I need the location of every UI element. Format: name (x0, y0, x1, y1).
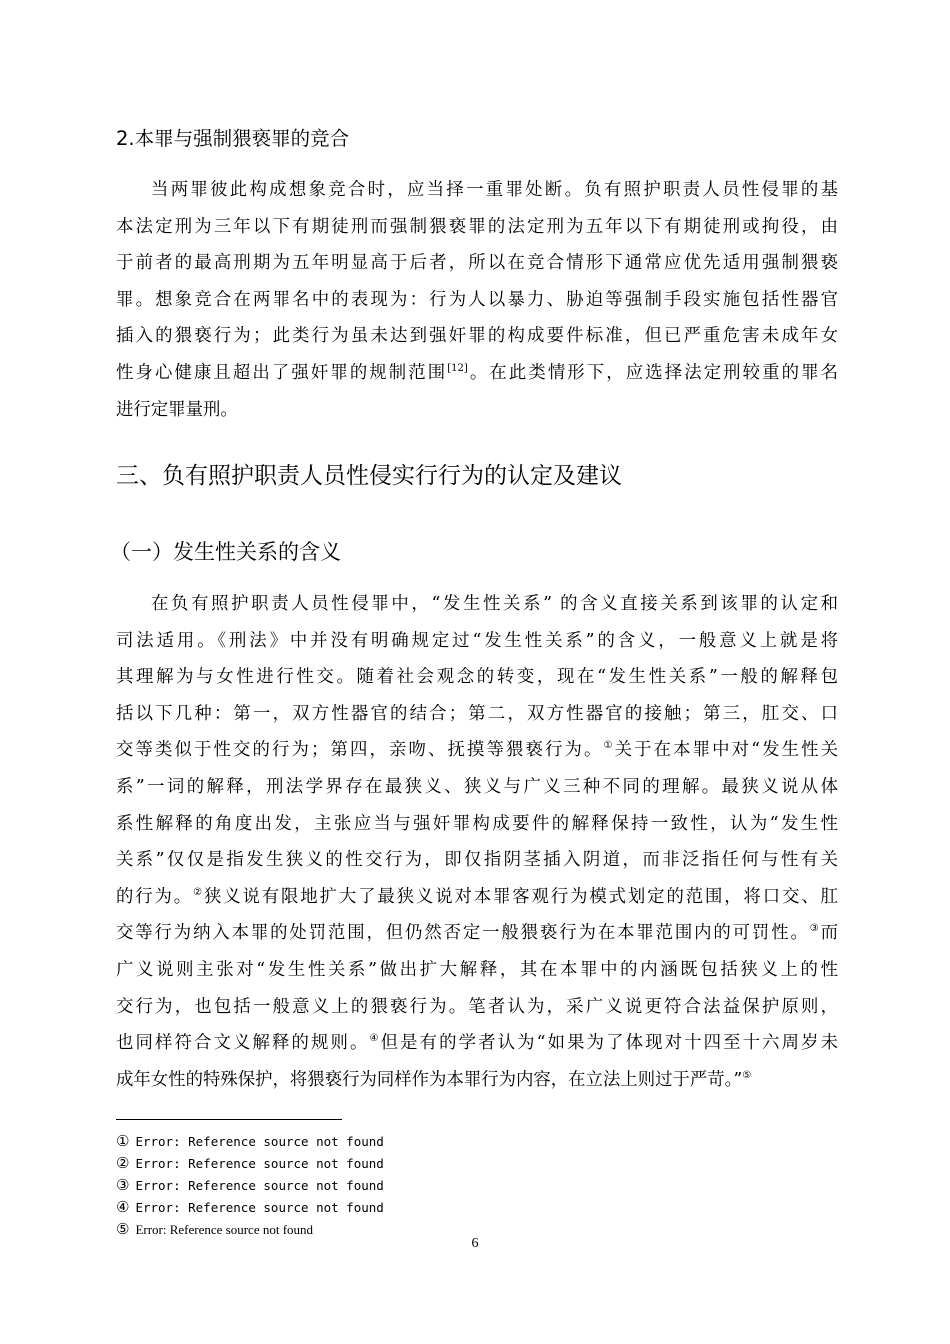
text-line: 当两罪彼此构成想象竞合时，应当择一重罪处断。负有照护职责人员性侵罪的基 (151, 180, 838, 200)
paragraph-competition (116, 172, 838, 428)
citation-marker[interactable]: ① (603, 740, 615, 752)
text-segment: 性身心健康且超出了强奸罪的规制范围 (116, 362, 448, 383)
section-heading: 三、负有照护职责人员性侵实行行为的认定及建议 (116, 463, 622, 489)
text-line: 于前者的最高刑期为五年明显高于后者，所以在竞合情形下通常应优先适用强制猥亵 (116, 253, 838, 274)
footnote-text: Error: Reference source not found (135, 1134, 384, 1149)
footnote-number: ④ (116, 1198, 130, 1216)
footnote-number: ⑤ (116, 1220, 130, 1238)
footnote-text: Error: Reference source not found (135, 1200, 384, 1215)
text-segment: 也同样符合文义解释的规则。 (116, 1033, 370, 1054)
text-line: 交行为，也包括一般意义上的猥亵行为。笔者认为，采广义说更符合法益保护原则， (116, 996, 838, 1017)
citation-marker[interactable]: [12] (447, 363, 468, 375)
page-number: 6 (471, 1236, 479, 1251)
footnote-text: Error: Reference source not found (135, 1178, 384, 1193)
footnote-text: Error: Reference source not found (135, 1222, 314, 1237)
text-line: 进行定罪量刑。 (116, 399, 238, 420)
text-segment: 关于在本罪中对“发生性关 (614, 740, 838, 761)
text-line: 插入的猥亵行为；此类行为虽未达到强奸罪的构成要件标准，但已严重危害未成年女 (116, 326, 838, 347)
citation-marker[interactable]: ⑤ (742, 1069, 752, 1081)
text-line: 括以下几种：第一，双方性器官的结合；第二，双方性器官的接触；第三，肛交、口 (116, 703, 838, 724)
text-line (116, 732, 838, 769)
footnote-number: ① (116, 1132, 130, 1150)
text-line (116, 1025, 838, 1062)
footnote-item (116, 1196, 384, 1219)
text-line: 系性解释的角度出发，主张应当与强奸罪构成要件的解释保持一致性，认为“发生性 (116, 813, 838, 834)
text-line: 其理解为与女性进行性交。随着社会观念的转变，现在“发生性关系”一般的解释包 (116, 667, 838, 688)
citation-marker[interactable]: ② (193, 886, 204, 898)
text-segment: 交等行为纳入本罪的处罚范围，但仍然否定一般猥亵行为在本罪范围内的可罚性。 (116, 923, 810, 944)
subsection-heading: 2.本罪与强制猥亵罪的竞合 (116, 127, 350, 150)
text-line: 关系”仅仅是指发生狭义的性交行为，即仅指阴茎插入阴道，而非泛指任何与性有关 (116, 850, 838, 871)
text-line: 在负有照护职责人员性侵罪中，“发生性关系” 的含义直接关系到该罪的认定和 (151, 594, 838, 614)
footnote-number: ② (116, 1154, 130, 1172)
text-segment: 的行为。 (116, 886, 194, 907)
footnote-item (116, 1174, 384, 1197)
text-segment: 。在此类情形下，应选择法定刑较重的罪名 (467, 362, 838, 383)
footnote-item (116, 1152, 384, 1175)
citation-marker[interactable]: ③ (809, 923, 821, 935)
text-segment: 交等类似于性交的行为；第四，亲吻、抚摸等猥亵行为。 (116, 740, 604, 761)
text-segment: 但是有的学者认为“如果为了体现对十四至十六周岁未 (380, 1033, 838, 1054)
text-line: 司法适用。《刑法》中并没有明确规定过“发生性关系”的含义，一般意义上就是将 (116, 630, 838, 651)
text-segment: 而 (820, 923, 838, 944)
text-line: 广义说则主张对“发生性关系”做出扩大解释，其在本罪中的内涵既包括狭义上的性 (116, 959, 838, 980)
text-segment: 狭义说有限地扩大了最狭义说对本罪客观行为模式划定的范围，将口交、肛 (203, 886, 838, 907)
text-segment: 成年女性的特殊保护，将猥亵行为同样作为本罪行为内容，在立法上则过于严苛。” (116, 1069, 743, 1090)
footnote-separator (116, 1119, 342, 1120)
subsection-title: （一）发生性关系的含义 (110, 540, 341, 564)
text-line: 系”一词的解释，刑法学界存在最狭义、狭义与广义三种不同的理解。最狭义说从体 (116, 776, 838, 797)
text-line: 罪。想象竞合在两罪名中的表现为：行为人以暴力、胁迫等强制手段实施包括性器官 (116, 289, 838, 310)
text-line (116, 355, 838, 392)
footnote-item (116, 1130, 384, 1153)
text-line (116, 1062, 838, 1099)
footnote-number: ③ (116, 1176, 130, 1194)
text-line (116, 879, 838, 916)
text-line: 本法定刑为三年以下有期徒刑而强制猥亵罪的法定刑为五年以下有期徒刑或拘役，由 (116, 216, 838, 237)
text-line (116, 915, 838, 952)
citation-marker[interactable]: ④ (369, 1033, 381, 1045)
footnote-text: Error: Reference source not found (135, 1156, 384, 1171)
paragraph-meaning (116, 586, 838, 1098)
